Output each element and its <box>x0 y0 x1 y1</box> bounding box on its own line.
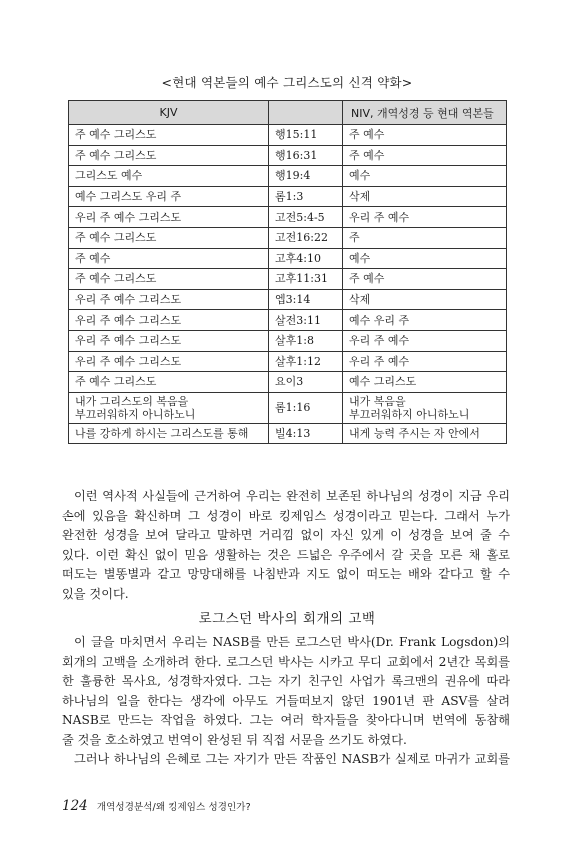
table-row <box>69 166 507 187</box>
modern-version-cell: 예수 그리스도 <box>343 372 507 393</box>
reference-cell: 롬1:3 <box>269 186 343 207</box>
modern-version-cell: 우리 주 예수 <box>343 330 507 351</box>
kjv-cell: 주 예수 그리스도 <box>69 125 269 146</box>
reference-cell: 빌4:13 <box>269 423 343 444</box>
reference-cell: 행19:4 <box>269 166 343 187</box>
kjv-cell: 내가 그리스도의 복음을 부끄러워하지 아니하노니 <box>69 392 269 423</box>
kjv-cell: 주 예수 그리스도 <box>69 269 269 290</box>
modern-version-cell: 주 예수 <box>343 269 507 290</box>
kjv-cell: 예수 그리스도 우리 주 <box>69 186 269 207</box>
reference-cell: 고후4:10 <box>269 248 343 269</box>
page-number: 124 <box>62 798 88 814</box>
modern-version-cell: 삭제 <box>343 289 507 310</box>
table-row <box>69 392 507 423</box>
reference-cell: 고전5:4-5 <box>269 207 343 228</box>
modern-version-cell: 우리 주 예수 <box>343 351 507 372</box>
text-line: 완전한 성경을 보여 달라고 말하면 거리낌 없이 자신 있게 이 성경을 보여 줄 수 <box>62 528 510 542</box>
table-header-row <box>69 101 507 125</box>
table-row <box>69 227 507 248</box>
text-line: 그러나 하나님의 은혜로 그는 자기가 만든 작품인 NASB가 실제로 마귀가 교회를 <box>74 752 510 766</box>
table-row <box>69 248 507 269</box>
reference-cell: 요이3 <box>269 372 343 393</box>
reference-cell: 고전16:22 <box>269 227 343 248</box>
kjv-cell: 우리 주 예수 그리스도 <box>69 289 269 310</box>
comparison-table <box>68 100 507 444</box>
table-row <box>69 289 507 310</box>
kjv-cell: 나를 강하게 하시는 그리스도를 통해 <box>69 423 269 444</box>
paragraph-historical-facts <box>62 487 510 604</box>
modern-version-cell: 주 <box>343 227 507 248</box>
modern-version-cell: 예수 <box>343 166 507 187</box>
reference-cell: 롬1:16 <box>269 392 343 423</box>
kjv-cell: 주 예수 그리스도 <box>69 227 269 248</box>
page-footer <box>62 795 251 814</box>
table-row <box>69 269 507 290</box>
header-reference <box>269 101 343 125</box>
kjv-cell: 우리 주 예수 그리스도 <box>69 207 269 228</box>
section-heading: 로그스던 박사의 회개의 고백 <box>198 611 376 627</box>
modern-version-cell: 내가 복음을 부끄러워하지 아니하노니 <box>343 392 507 423</box>
text-line: 줄 것을 호소하였고 번역이 완성된 뒤 직접 서문을 쓰기도 하였다. <box>62 732 407 747</box>
reference-cell: 엡3:14 <box>269 289 343 310</box>
text-line: 손에 있음을 확신하며 그 성경이 바로 킹제임스 성경이라고 믿는다. 그래서 누가 <box>62 508 510 523</box>
paragraph-logsdon-confession <box>62 633 510 770</box>
reference-cell: 고후11:31 <box>269 269 343 290</box>
table-row <box>69 125 507 146</box>
kjv-cell: 그리스도 예수 <box>69 166 269 187</box>
book-title: 개역성경분석/왜 킹제임스 성경인가? <box>96 802 251 813</box>
modern-version-cell: 예수 <box>343 248 507 269</box>
text-line: 이 글을 마치면서 우리는 NASB를 만든 로그스던 박사(Dr. Frank Logsdon)의 <box>74 635 510 649</box>
header-modern-versions: NIV, 개역성경 등 현대 역본들 <box>343 101 507 125</box>
table-row <box>69 351 507 372</box>
modern-version-cell: 주 예수 <box>343 145 507 166</box>
text-line: 있다. 이런 확신 없이 믿음 생활하는 것은 드넓은 우주에서 갈 곳을 모른 채 홀로 <box>62 547 510 562</box>
header-kjv: KJV <box>69 101 269 125</box>
modern-version-cell: 주 예수 <box>343 125 507 146</box>
modern-version-cell: 예수 우리 주 <box>343 310 507 331</box>
kjv-cell: 우리 주 예수 그리스도 <box>69 351 269 372</box>
text-line: 있을 것이다. <box>62 586 129 601</box>
kjv-cell: 주 예수 그리스도 <box>69 145 269 166</box>
text-line: 이런 역사적 사실들에 근거하여 우리는 완전히 보존된 하나님의 성경이 지금 우리 <box>74 489 510 503</box>
text-line: 떠도는 별똥별과 같고 망망대해를 나침반과 지도 없이 떠도는 배와 같다고 할 수 <box>62 567 510 581</box>
modern-version-cell: 우리 주 예수 <box>343 207 507 228</box>
text-line: 한 훌륭한 목사요, 성경학자였다. 그는 자기 친구인 사업가 록크맨의 권유에 따라 <box>62 674 510 688</box>
table-row <box>69 423 507 444</box>
reference-cell: 살전3:11 <box>269 310 343 331</box>
modern-version-cell: 내게 능력 주시는 자 안에서 <box>343 423 507 444</box>
table-row <box>69 186 507 207</box>
kjv-cell: 우리 주 예수 그리스도 <box>69 310 269 331</box>
reference-cell: 행15:11 <box>269 125 343 146</box>
table-row <box>69 310 507 331</box>
modern-version-cell: 삭제 <box>343 186 507 207</box>
table-row <box>69 207 507 228</box>
text-line: 회개의 고백을 소개하려 한다. 로그스던 박사는 시카고 무디 교회에서 2년간 목회를 <box>62 654 510 669</box>
kjv-cell: 우리 주 예수 그리스도 <box>69 330 269 351</box>
reference-cell: 행16:31 <box>269 145 343 166</box>
reference-cell: 살후1:12 <box>269 351 343 372</box>
table-row <box>69 330 507 351</box>
text-line: NASB로 만드는 작업을 하였다. 그는 여러 학자들을 찾아다니며 번역에 동참해 <box>62 713 510 727</box>
reference-cell: 살후1:8 <box>269 330 343 351</box>
table-row <box>69 372 507 393</box>
table-row <box>69 145 507 166</box>
kjv-cell: 주 예수 <box>69 248 269 269</box>
kjv-cell: 주 예수 그리스도 <box>69 372 269 393</box>
text-line: 하나님의 일을 한다는 생각에 아무도 거들떠보지 않던 1901년 판 ASV를 살려 <box>62 693 510 708</box>
table-title: <현대 역본들의 예수 그리스도의 신격 약화> <box>161 75 413 90</box>
